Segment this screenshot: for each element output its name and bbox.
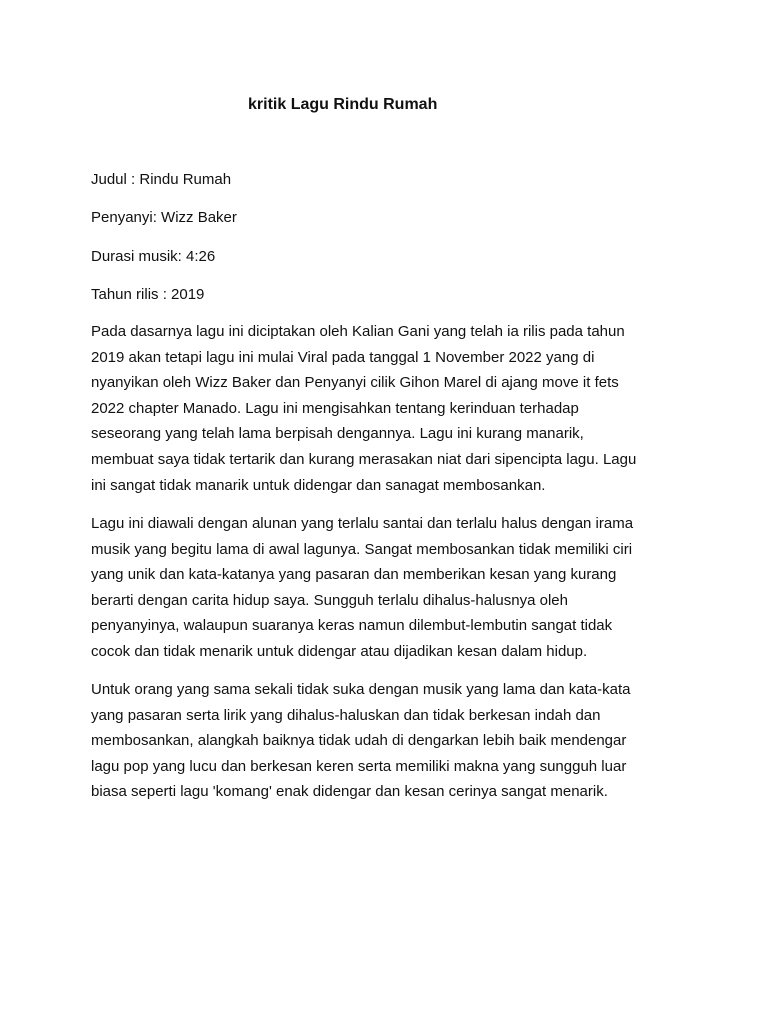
paragraph-line: berarti dengan carita hidup saya. Sungguh terlalu dihalus-halusnya oleh (91, 591, 568, 609)
paragraph-line: biasa seperti lagu 'komang' enak didengar dan kesan cerinya sangat menarik. (91, 783, 608, 801)
document-title: kritik Lagu Rindu Rumah (248, 96, 438, 113)
paragraph-line: yang pasaran serta lirik yang dihalus-haluskan dan tidak berkesan indah dan (91, 706, 601, 724)
paragraph-line: musik yang begitu lama di awal lagunya. Sangat membosankan tidak memiliki ciri (91, 540, 633, 558)
paragraph-line: Untuk orang yang sama sekali tidak suka dengan musik yang lama dan kata-kata (91, 681, 631, 698)
paragraph-line: ini sangat tidak manarik untuk didengar dan sanagat membosankan. (91, 476, 546, 494)
paragraph-1 (91, 319, 671, 498)
meta-penyanyi: Penyanyi: Wizz Baker (91, 209, 237, 226)
paragraph-line: Pada dasarnya lagu ini diciptakan oleh Kalian Gani yang telah ia rilis pada tahun (91, 323, 625, 340)
paragraph-line: membuat saya tidak tertarik dan kurang merasakan niat dari sipencipta lagu. Lagu (91, 450, 637, 468)
paragraph-line: nyanyikan oleh Wizz Baker dan Penyanyi cilik Gihon Marel di ajang move it fets (91, 374, 619, 392)
paragraph-3 (91, 677, 671, 805)
paragraph-line: yang unik dan kata-katanya yang pasaran dan memberikan kesan yang kurang (91, 566, 617, 584)
paragraph-line: seseorang yang telah lama berpisah dengannya. Lagu ini kurang manarik, (91, 425, 584, 443)
paragraph-line: Lagu ini diawali dengan alunan yang terlalu santai dan terlalu halus dengan irama (91, 515, 634, 532)
paragraph-line: cocok dan tidak menarik untuk didengar atau dijadikan kesan dalam hidup. (91, 642, 588, 660)
paragraph-2 (91, 511, 671, 665)
meta-judul: Judul : Rindu Rumah (91, 171, 232, 188)
paragraph-line: 2019 akan tetapi lagu ini mulai Viral pada tanggal 1 November 2022 yang di (91, 348, 595, 366)
meta-durasi: Durasi musik: 4:26 (91, 248, 216, 265)
paragraph-line: penyanyinya, walaupun suaranya keras namun dilembut-lembutin sangat tidak (91, 617, 613, 635)
paragraph-line: 2022 chapter Manado. Lagu ini mengisahkan tentang kerinduan terhadap (91, 399, 579, 417)
paragraph-line: membosankan, alangkah baiknya tidak udah di dengarkan lebih baik mendengar (91, 732, 627, 750)
paragraph-line: lagu pop yang lucu dan berkesan keren serta memiliki makna yang sungguh luar (91, 757, 627, 775)
meta-tahun-rilis: Tahun rilis : 2019 (91, 286, 205, 303)
